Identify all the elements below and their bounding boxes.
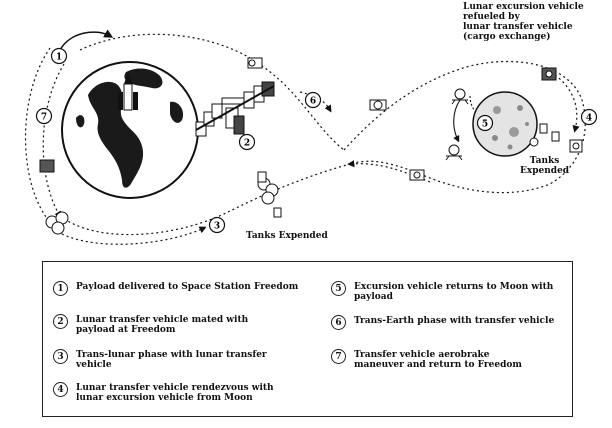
legend-item-3: [53, 350, 275, 370]
legend-item-2: [53, 315, 283, 335]
step-marker-5-label: 5: [481, 119, 489, 130]
legend-box: [42, 261, 573, 417]
space-station-freedom: [196, 82, 274, 136]
tank-icon: [540, 124, 547, 133]
step-marker-6: [306, 93, 321, 108]
vehicle-icon: [370, 100, 386, 110]
step-marker-1-label: 1: [55, 52, 63, 63]
legend-item-5: [331, 282, 561, 302]
legend-text-4: Lunar transfer vehicle rendezvous with lunar excursion vehicle from Moon: [76, 383, 274, 403]
legend-item-6: [331, 316, 566, 330]
tank-icon: [258, 172, 266, 182]
step-marker-7: [37, 109, 52, 124]
legend-number-1: 1: [53, 281, 68, 296]
moon-local-paths: [454, 96, 476, 140]
vehicle-icon: [248, 58, 262, 68]
legend-text-6: Trans-Earth phase with transfer vehicle: [354, 316, 555, 326]
legend-text-5: Excursion vehicle returns to Moon with payload: [354, 282, 554, 302]
tank-icon: [552, 132, 559, 141]
legend-text-7: Transfer vehicle aerobrake maneuver and return to Freedom: [354, 350, 522, 370]
lander-icon: [452, 89, 468, 104]
lander-icon: [530, 138, 538, 146]
step-marker-4-label: 4: [585, 113, 593, 124]
legend-number-6: 6: [331, 315, 346, 330]
vehicle-icon: [410, 170, 424, 180]
vehicle-icon: [46, 212, 68, 234]
vehicle-icon: [570, 140, 582, 152]
lunar-excursion-note: Lunar excursion vehicle refueled by lunar transfer vehicle (cargo exchange): [463, 2, 584, 42]
step-marker-3-label: 3: [213, 221, 221, 232]
step-marker-5: [478, 116, 493, 131]
step-marker-2: [240, 135, 255, 150]
lander-icon: [446, 145, 462, 160]
legend-text-3: Trans-lunar phase with lunar transfer vehicle: [76, 350, 267, 370]
legend-number-3: 3: [53, 349, 68, 364]
vehicle-icon: [542, 68, 556, 80]
legend-text-2: Lunar transfer vehicle mated with payload at Freedom: [76, 315, 249, 335]
tanks-expended-earth-label: Tanks Expended: [246, 231, 328, 241]
legend-item-4: [53, 383, 303, 403]
legend-text-1: Payload delivered to Space Station Freedom: [76, 282, 299, 292]
legend-item-1: [53, 282, 313, 296]
step-marker-3: [210, 218, 225, 233]
tank-icon: [274, 208, 281, 217]
step-marker-4: [582, 110, 597, 125]
vehicle-icon: [40, 160, 54, 172]
step-marker-6-label: 6: [309, 96, 317, 107]
legend-item-7: [331, 350, 541, 370]
legend-number-7: 7: [331, 349, 346, 364]
legend-number-5: 5: [331, 281, 346, 296]
tanks-expended-moon-label: Tanks Expended: [520, 156, 570, 176]
step-marker-1: [52, 49, 67, 64]
step-marker-2-label: 2: [243, 138, 251, 149]
legend-number-4: 4: [53, 382, 68, 397]
step-marker-7-label: 7: [40, 112, 48, 123]
legend-number-2: 2: [53, 314, 68, 329]
